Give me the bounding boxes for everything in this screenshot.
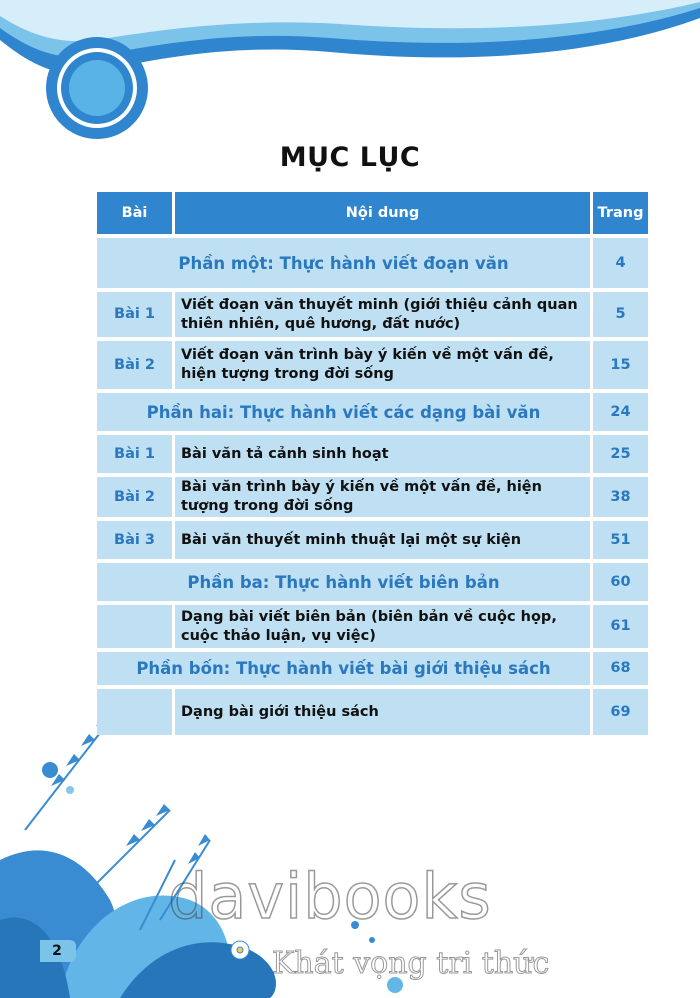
lesson-content: Bài văn trình bày ý kiến về một vấn đề, hiện tượng trong đời sống <box>175 473 593 517</box>
section-title: Phần bốn: Thực hành viết bài giới thiệu sách <box>97 648 593 685</box>
table-row[interactable] <box>97 685 648 735</box>
circle-emblem-decoration <box>46 37 148 139</box>
header-bai: Bài <box>97 192 175 234</box>
watermark-slogan: Khát vọng tri thức <box>272 946 550 981</box>
table-header-row <box>97 192 648 234</box>
watermark-brand: davibooks <box>168 860 492 933</box>
page-ref: 25 <box>593 431 648 473</box>
header-noi-dung: Nội dung <box>175 192 593 234</box>
page-ref: 61 <box>593 601 648 648</box>
lesson-content: Viết đoạn văn thuyết minh (giới thiệu cảnh quan thiên nhiên, quê hương, đất nước) <box>175 288 593 337</box>
header-trang: Trang <box>593 192 648 234</box>
page-ref: 24 <box>593 389 648 431</box>
table-row[interactable] <box>97 337 648 389</box>
page-ref: 5 <box>593 288 648 337</box>
page-title: MỤC LỤC <box>279 142 421 173</box>
lesson-content: Dạng bài giới thiệu sách <box>175 685 593 735</box>
section-title: Phần hai: Thực hành viết các dạng bài văn <box>97 389 593 431</box>
page-number: 2 <box>52 943 62 959</box>
lesson-content: Bài văn tả cảnh sinh hoạt <box>175 431 593 473</box>
lesson-label <box>97 601 175 648</box>
section-title: Phần ba: Thực hành viết biên bản <box>97 559 593 601</box>
table-row[interactable] <box>97 473 648 517</box>
section-title: Phần một: Thực hành viết đoạn văn <box>97 234 593 288</box>
page-ref: 15 <box>593 337 648 389</box>
section-row[interactable] <box>97 234 648 288</box>
table-row[interactable] <box>97 288 648 337</box>
lesson-label: Bài 3 <box>97 517 175 559</box>
section-row[interactable] <box>97 648 648 685</box>
page-ref: 68 <box>593 648 648 685</box>
lesson-label: Bài 2 <box>97 337 175 389</box>
lesson-content: Dạng bài viết biên bản (biên bản về cuộc họp, cuộc thảo luận, vụ việc) <box>175 601 593 648</box>
table-of-contents <box>97 192 648 735</box>
table-row[interactable] <box>97 517 648 559</box>
lesson-label: Bài 1 <box>97 431 175 473</box>
page-ref: 51 <box>593 517 648 559</box>
section-row[interactable] <box>97 389 648 431</box>
page-ref: 38 <box>593 473 648 517</box>
page-ref: 4 <box>593 234 648 288</box>
lesson-label: Bài 2 <box>97 473 175 517</box>
lesson-label <box>97 685 175 735</box>
table-row[interactable] <box>97 431 648 473</box>
lesson-content: Viết đoạn văn trình bày ý kiến về một vấn đề, hiện tượng trong đời sống <box>175 337 593 389</box>
section-row[interactable] <box>97 559 648 601</box>
page-ref: 69 <box>593 685 648 735</box>
lesson-content: Bài văn thuyết minh thuật lại một sự kiện <box>175 517 593 559</box>
table-row[interactable] <box>97 601 648 648</box>
page-ref: 60 <box>593 559 648 601</box>
lesson-label: Bài 1 <box>97 288 175 337</box>
